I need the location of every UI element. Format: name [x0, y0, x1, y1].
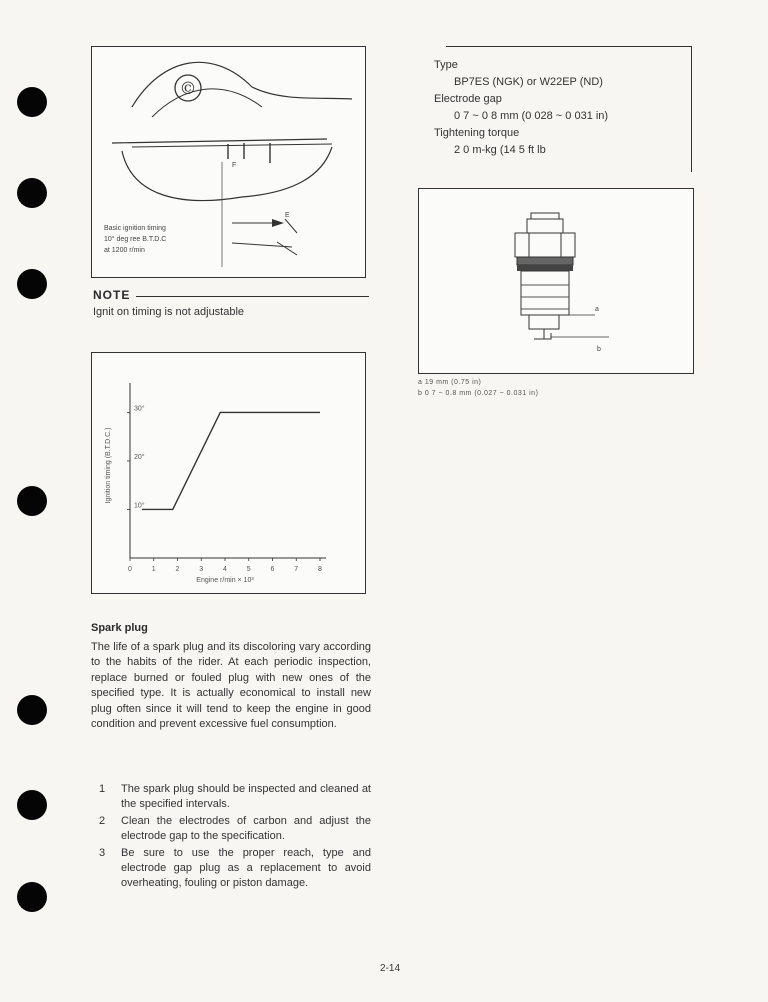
note-heading — [93, 288, 369, 302]
chart-x-tick-label: 7 — [294, 566, 299, 573]
chart-y-tick-label: 10° — [134, 502, 145, 510]
mark-f-label: F — [232, 162, 237, 169]
plug-label-a: a — [595, 306, 599, 313]
timing-mark-symbol: © — [179, 79, 197, 99]
spec-torque-value: 2 0 m-kg (14 5 ft lb — [454, 144, 546, 156]
chart-y-tick-label: 20° — [134, 453, 145, 461]
chart-y-axis-label: Ignition timing (B.T.D.C.) — [105, 427, 112, 504]
plug-caption-b: b 0 7 ~ 0.8 mm (0.027 ~ 0.031 in) — [418, 390, 539, 397]
spec-gap-label: Electrode gap — [434, 93, 502, 105]
list-item-text: Be sure to use the proper reach, type and electrode gap plug as a replacement to avoid overheating, fouling or piston damage. — [121, 846, 371, 890]
chart-x-tick-label: 5 — [246, 566, 251, 573]
list-item-text: The spark plug should be inspected and cleaned at the specified intervals. — [121, 783, 371, 811]
spark-plug-figure — [418, 188, 694, 374]
chart-x-tick-label: 6 — [270, 566, 275, 573]
chart-axes — [130, 383, 326, 558]
spec-torque-label: Tightening torque — [434, 127, 520, 139]
list-item-number: 1 — [99, 783, 106, 795]
section-title: Spark plug — [91, 622, 148, 634]
note-rule — [136, 296, 369, 297]
plug-caption-a: a 19 mm (0.75 in) — [418, 379, 482, 386]
timing-illustration — [92, 47, 364, 276]
chart-x-tick-label: 3 — [199, 566, 204, 573]
spark-plug-steps — [91, 782, 371, 893]
chart-x-axis-label: Engine r/min × 10³ — [196, 577, 254, 584]
spec-type-value: BP7ES (NGK) or W22EP (ND) — [454, 76, 603, 88]
binder-hole — [17, 790, 47, 820]
binder-hole — [17, 178, 47, 208]
spark-plug-paragraph: The life of a spark plug and its discoloring vary according to the habits of the rider. At each periodic inspection, replace burned or fouled plug with new ones of the specified type. It is actually economical to install new plug often since it will tend to keep the engine in good condition and prevent excessive fuel consumption. — [91, 641, 371, 731]
list-item — [91, 782, 371, 813]
binder-hole — [17, 882, 47, 912]
list-item — [91, 814, 371, 845]
list-item-number: 2 — [99, 814, 106, 827]
list-item-text: Clean the electrodes of carbon and adjust the electrode gap to the specification. — [121, 814, 371, 843]
plug-label-b: b — [597, 346, 601, 353]
note-heading-label: NOTE — [93, 288, 131, 302]
binder-hole — [17, 87, 47, 117]
basic-timing-label: Basic ignition timing — [104, 225, 166, 232]
chart-x-tick-label: 0 — [128, 566, 132, 573]
marker-e-label: E — [285, 212, 290, 219]
basic-timing-degrees: 10° deg ree B.T.D.C — [104, 236, 167, 243]
note-text: Ignit on timing is not adjustable — [93, 306, 245, 318]
binder-hole — [17, 486, 47, 516]
page-number: 2-14 — [380, 963, 401, 974]
spark-plug-spec-box — [434, 46, 692, 172]
list-item — [91, 846, 371, 892]
chart-x-tick-label: 2 — [175, 566, 180, 573]
basic-timing-rpm: at 1200 r/min — [104, 247, 145, 254]
chart-x-tick-label: 8 — [318, 566, 322, 573]
chart-y-tick-label: 30° — [134, 405, 145, 413]
spec-type-label: Type — [434, 59, 458, 71]
binder-hole — [17, 695, 47, 725]
ignition-timing-figure — [91, 46, 366, 278]
chart-svg — [92, 353, 364, 592]
spark-plug-illustration — [419, 189, 692, 372]
chart-x-tick-label: 4 — [223, 566, 227, 573]
ignition-advance-chart — [91, 352, 366, 594]
list-item-number: 3 — [99, 846, 106, 859]
spec-gap-value: 0 7 ~ 0 8 mm (0 028 ~ 0 031 in) — [454, 110, 609, 122]
chart-series-line — [142, 412, 320, 509]
chart-x-ticks — [128, 558, 322, 573]
binder-hole — [17, 269, 47, 299]
chart-x-tick-label: 1 — [151, 566, 156, 573]
